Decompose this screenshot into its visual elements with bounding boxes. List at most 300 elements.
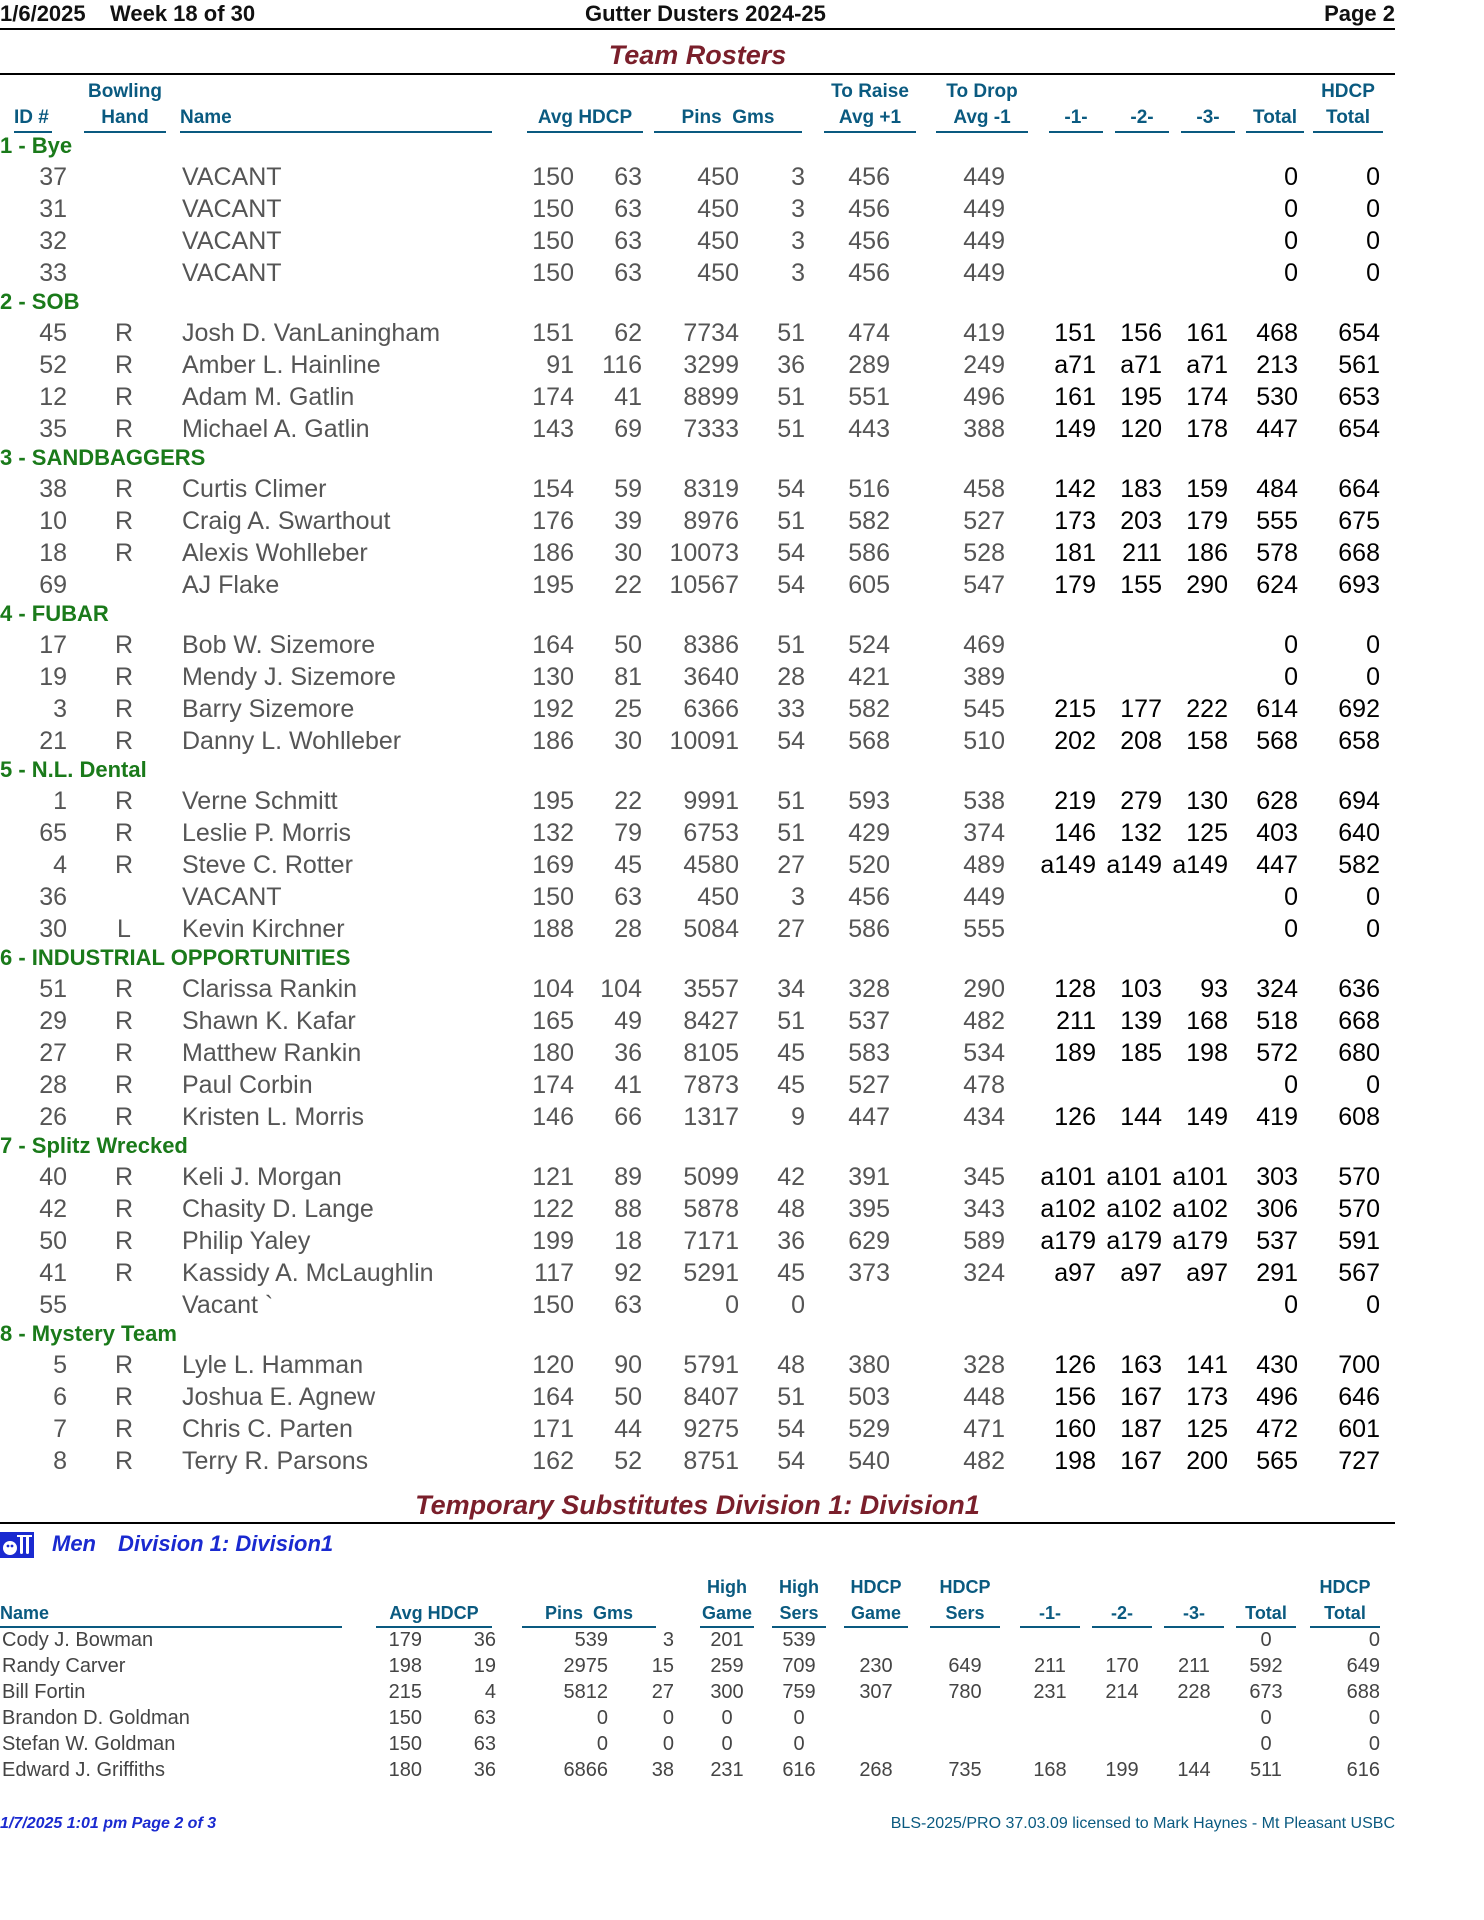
cell-id: 37 xyxy=(39,163,67,191)
cell-hand: R xyxy=(114,507,134,535)
cell-g2: 167 xyxy=(1120,1447,1162,1475)
cell-hand: R xyxy=(114,351,134,379)
cell-id: 28 xyxy=(39,1071,67,1099)
cell-gms: 48 xyxy=(777,1195,805,1223)
cell-hdcp-total: 0 xyxy=(1366,227,1380,255)
cell-id: 10 xyxy=(39,507,67,535)
cell-avg: 162 xyxy=(532,1447,574,1475)
cell-hdcp: 49 xyxy=(614,1007,642,1035)
cell-hdcp-total: 693 xyxy=(1338,571,1380,599)
cell-pins: 1317 xyxy=(683,1103,739,1131)
cell-hdcp: 30 xyxy=(614,727,642,755)
cell-avg: 91 xyxy=(546,351,574,379)
cell-pins: 8319 xyxy=(683,475,739,503)
subs-col-hdcp-game: Game xyxy=(844,1600,908,1628)
bowler-row xyxy=(0,913,1395,945)
cell-hand: R xyxy=(114,1039,134,1067)
sub-high-sers: 0 xyxy=(793,1707,805,1729)
sub-hdcp: 36 xyxy=(473,1629,496,1651)
cell-hdcp-total: 570 xyxy=(1338,1163,1380,1191)
header-league: Gutter Dusters 2024-25 xyxy=(585,1,826,26)
cell-pins: 10567 xyxy=(669,571,739,599)
cell-hdcp-total: 561 xyxy=(1338,351,1380,379)
cell-drop: 374 xyxy=(963,819,1005,847)
cell-g3: 130 xyxy=(1186,787,1228,815)
sub-g3: 144 xyxy=(1177,1759,1211,1781)
bowler-row xyxy=(0,1225,1395,1257)
cell-total: 419 xyxy=(1256,1103,1298,1131)
cell-g3: 186 xyxy=(1186,539,1228,567)
cell-avg: 143 xyxy=(532,415,574,443)
cell-g1: a71 xyxy=(1054,351,1096,379)
cell-total: 565 xyxy=(1256,1447,1298,1475)
bowler-row xyxy=(0,413,1395,445)
cell-gms: 45 xyxy=(777,1259,805,1287)
cell-hand: R xyxy=(114,1351,134,1379)
cell-drop: 496 xyxy=(963,383,1005,411)
cell-drop: 478 xyxy=(963,1071,1005,1099)
cell-avg: 164 xyxy=(532,1383,574,1411)
cell-pins: 5084 xyxy=(683,915,739,943)
cell-pins: 7333 xyxy=(683,415,739,443)
sub-hdcp-total: 616 xyxy=(1346,1759,1380,1781)
cell-hdcp: 59 xyxy=(614,475,642,503)
cell-total: 614 xyxy=(1256,695,1298,723)
cell-raise: 582 xyxy=(848,507,890,535)
cell-gms: 45 xyxy=(777,1071,805,1099)
cell-hand: R xyxy=(114,539,134,567)
cell-name: Shawn K. Kafar xyxy=(182,1007,356,1035)
header-week: Week 18 of 30 xyxy=(110,1,256,26)
cell-hdcp-total: 727 xyxy=(1338,1447,1380,1475)
cell-pins: 9991 xyxy=(683,787,739,815)
cell-raise: 527 xyxy=(848,1071,890,1099)
sub-hdcp-total: 649 xyxy=(1346,1655,1380,1677)
cell-hdcp: 81 xyxy=(614,663,642,691)
cell-gms: 51 xyxy=(777,819,805,847)
cell-pins: 0 xyxy=(725,1291,739,1319)
sub-g2: 170 xyxy=(1105,1655,1139,1677)
cell-gms: 3 xyxy=(791,883,805,911)
cell-drop: 328 xyxy=(963,1351,1005,1379)
cell-total: 447 xyxy=(1256,415,1298,443)
team-header: 8 - Mystery Team xyxy=(0,1321,177,1346)
cell-g2: 177 xyxy=(1120,695,1162,723)
cell-g1: 219 xyxy=(1054,787,1096,815)
cell-hand: R xyxy=(114,1383,134,1411)
cell-avg: 195 xyxy=(532,571,574,599)
cell-total: 0 xyxy=(1284,663,1298,691)
bowler-row xyxy=(0,1257,1395,1289)
cell-pins: 10091 xyxy=(669,727,739,755)
cell-hdcp: 89 xyxy=(614,1163,642,1191)
cell-drop: 527 xyxy=(963,507,1005,535)
cell-g2: 185 xyxy=(1120,1039,1162,1067)
cell-gms: 36 xyxy=(777,1227,805,1255)
cell-hand: R xyxy=(114,475,134,503)
cell-hand: R xyxy=(114,851,134,879)
sub-name: Bill Fortin xyxy=(2,1681,86,1703)
subs-col-total: Total xyxy=(1236,1600,1296,1628)
cell-name: Kassidy A. McLaughlin xyxy=(182,1259,434,1287)
cell-avg: 180 xyxy=(532,1039,574,1067)
cell-g3: a149 xyxy=(1172,851,1228,879)
cell-hdcp-total: 0 xyxy=(1366,1291,1380,1319)
cell-pins: 7873 xyxy=(683,1071,739,1099)
cell-raise: 524 xyxy=(848,631,890,659)
cell-avg: 186 xyxy=(532,727,574,755)
bowler-row xyxy=(0,473,1395,505)
cell-g2: 163 xyxy=(1120,1351,1162,1379)
bowler-row xyxy=(0,725,1395,757)
cell-g1: a102 xyxy=(1040,1195,1096,1223)
sub-hdcp-sers: 735 xyxy=(948,1759,982,1781)
cell-g3: a102 xyxy=(1172,1195,1228,1223)
col-drop: Avg -1 xyxy=(936,105,1028,133)
cell-raise: 289 xyxy=(848,351,890,379)
cell-id: 31 xyxy=(39,195,67,223)
cell-gms: 28 xyxy=(777,663,805,691)
cell-hdcp-total: 680 xyxy=(1338,1039,1380,1067)
cell-drop: 448 xyxy=(963,1383,1005,1411)
cell-pins: 6366 xyxy=(683,695,739,723)
cell-hdcp-total: 668 xyxy=(1338,539,1380,567)
cell-avg: 151 xyxy=(532,319,574,347)
cell-gms: 27 xyxy=(777,915,805,943)
cell-total: 403 xyxy=(1256,819,1298,847)
cell-drop: 343 xyxy=(963,1195,1005,1223)
cell-drop: 449 xyxy=(963,259,1005,287)
cell-total: 0 xyxy=(1284,163,1298,191)
col-hand-top: Bowling xyxy=(88,81,162,102)
cell-avg: 150 xyxy=(532,195,574,223)
cell-raise: 568 xyxy=(848,727,890,755)
cell-avg: 150 xyxy=(532,163,574,191)
cell-id: 40 xyxy=(39,1163,67,1191)
cell-avg: 174 xyxy=(532,383,574,411)
cell-hdcp: 36 xyxy=(614,1039,642,1067)
cell-id: 17 xyxy=(39,631,67,659)
cell-total: 213 xyxy=(1256,351,1298,379)
sub-name: Stefan W. Goldman xyxy=(2,1733,176,1755)
sub-pins: 2975 xyxy=(563,1655,608,1677)
cell-drop: 534 xyxy=(963,1039,1005,1067)
subs-col-hdcp-top: HDCP xyxy=(850,1577,902,1597)
bowler-row xyxy=(0,973,1395,1005)
cell-hdcp-total: 582 xyxy=(1338,851,1380,879)
cell-hdcp: 39 xyxy=(614,507,642,535)
subs-title: Temporary Substitutes Division 1: Division1 xyxy=(415,1490,980,1520)
rosters-title: Team Rosters xyxy=(608,40,787,70)
cell-id: 45 xyxy=(39,319,67,347)
cell-g2: 155 xyxy=(1120,571,1162,599)
col-id: ID # xyxy=(14,105,52,133)
subs-col-hdcp-top2: HDCP xyxy=(939,1577,991,1597)
cell-avg: 186 xyxy=(532,539,574,567)
cell-hdcp: 50 xyxy=(614,1383,642,1411)
bowler-row xyxy=(0,785,1395,817)
cell-pins: 8751 xyxy=(683,1447,739,1475)
sub-hdcp-game: 230 xyxy=(859,1655,893,1677)
cell-name: Matthew Rankin xyxy=(182,1039,362,1067)
cell-name: Joshua E. Agnew xyxy=(182,1383,376,1411)
cell-total: 555 xyxy=(1256,507,1298,535)
cell-g3: a97 xyxy=(1186,1259,1228,1287)
sub-high-game: 201 xyxy=(710,1629,744,1651)
cell-pins: 450 xyxy=(697,259,739,287)
cell-g1: a179 xyxy=(1040,1227,1096,1255)
sub-hdcp: 19 xyxy=(473,1655,496,1677)
cell-g2: 167 xyxy=(1120,1383,1162,1411)
cell-id: 51 xyxy=(39,975,67,1003)
cell-avg: 132 xyxy=(532,819,574,847)
cell-name: VACANT xyxy=(182,259,282,287)
cell-gms: 54 xyxy=(777,1447,805,1475)
cell-raise: 551 xyxy=(848,383,890,411)
cell-g3: 222 xyxy=(1186,695,1228,723)
cell-g2: 139 xyxy=(1120,1007,1162,1035)
cell-g1: a97 xyxy=(1054,1259,1096,1287)
cell-raise: 529 xyxy=(848,1415,890,1443)
cell-name: Barry Sizemore xyxy=(182,695,355,723)
cell-hdcp: 18 xyxy=(614,1227,642,1255)
cell-hdcp-total: 646 xyxy=(1338,1383,1380,1411)
sub-g1: 231 xyxy=(1033,1681,1067,1703)
cell-id: 38 xyxy=(39,475,67,503)
cell-gms: 54 xyxy=(777,727,805,755)
cell-name: Danny L. Wohlleber xyxy=(182,727,402,755)
cell-raise: 586 xyxy=(848,539,890,567)
cell-gms: 27 xyxy=(777,851,805,879)
cell-drop: 449 xyxy=(963,883,1005,911)
cell-hand: R xyxy=(114,1415,134,1443)
bowler-row xyxy=(0,1161,1395,1193)
cell-avg: 154 xyxy=(532,475,574,503)
cell-pins: 450 xyxy=(697,227,739,255)
cell-raise: 474 xyxy=(848,319,890,347)
bowling-icon xyxy=(0,1532,34,1558)
cell-total: 306 xyxy=(1256,1195,1298,1223)
sub-total: 0 xyxy=(1260,1707,1272,1729)
cell-name: AJ Flake xyxy=(182,571,280,599)
cell-hand: R xyxy=(114,1195,134,1223)
cell-id: 8 xyxy=(53,1447,67,1475)
cell-drop: 290 xyxy=(963,975,1005,1003)
cell-hand: R xyxy=(114,1227,134,1255)
col-g1: -1- xyxy=(1049,105,1103,133)
cell-g1: 126 xyxy=(1054,1103,1096,1131)
team-header: 3 - SANDBAGGERS xyxy=(0,445,206,470)
cell-g3: 168 xyxy=(1186,1007,1228,1035)
col-avg-label: Avg xyxy=(537,107,574,128)
cell-name: Curtis Climer xyxy=(182,475,327,503)
cell-name: Amber L. Hainline xyxy=(182,351,381,379)
cell-drop: 471 xyxy=(963,1415,1005,1443)
cell-hand: R xyxy=(114,695,134,723)
bowler-row xyxy=(0,1005,1395,1037)
substitute-row xyxy=(0,1627,1395,1653)
team-header: 7 - Splitz Wrecked xyxy=(0,1133,188,1158)
cell-g2: 132 xyxy=(1120,819,1162,847)
cell-avg: 146 xyxy=(532,1103,574,1131)
cell-id: 29 xyxy=(39,1007,67,1035)
cell-gms: 3 xyxy=(791,163,805,191)
cell-name: Keli J. Morgan xyxy=(182,1163,342,1191)
cell-drop: 555 xyxy=(963,915,1005,943)
cell-hdcp: 104 xyxy=(600,975,642,1003)
cell-g3: 179 xyxy=(1186,507,1228,535)
cell-drop: 449 xyxy=(963,195,1005,223)
cell-total: 496 xyxy=(1256,1383,1298,1411)
cell-drop: 545 xyxy=(963,695,1005,723)
cell-g2: 211 xyxy=(1122,539,1162,567)
cell-hdcp-total: 0 xyxy=(1366,883,1380,911)
cell-raise: 629 xyxy=(848,1227,890,1255)
cell-pins: 450 xyxy=(697,883,739,911)
cell-avg: 176 xyxy=(532,507,574,535)
cell-hdcp: 28 xyxy=(614,915,642,943)
sub-g2: 214 xyxy=(1105,1681,1139,1703)
cell-raise: 503 xyxy=(848,1383,890,1411)
footer-license: BLS-2025/PRO 37.03.09 licensed to Mark Haynes - Mt Pleasant USBC xyxy=(890,1815,1395,1832)
cell-pins: 7171 xyxy=(683,1227,739,1255)
subs-col-hdcp-total-top: HDCP xyxy=(1319,1577,1371,1597)
bowler-row xyxy=(0,849,1395,881)
cell-g2: 183 xyxy=(1120,475,1162,503)
cell-hdcp: 41 xyxy=(614,383,642,411)
cell-id: 19 xyxy=(39,663,67,691)
cell-raise: 328 xyxy=(848,975,890,1003)
sub-total: 0 xyxy=(1260,1733,1272,1755)
cell-id: 21 xyxy=(39,727,67,755)
cell-id: 41 xyxy=(39,1259,67,1287)
cell-hdcp-total: 0 xyxy=(1366,915,1380,943)
cell-gms: 36 xyxy=(777,351,805,379)
cell-hdcp-total: 664 xyxy=(1338,475,1380,503)
cell-hdcp-total: 0 xyxy=(1366,663,1380,691)
sub-high-sers: 616 xyxy=(782,1759,816,1781)
cell-gms: 54 xyxy=(777,571,805,599)
cell-hdcp-total: 601 xyxy=(1338,1415,1380,1443)
cell-pins: 450 xyxy=(697,163,739,191)
cell-avg: 195 xyxy=(532,787,574,815)
cell-id: 32 xyxy=(39,227,67,255)
cell-avg: 150 xyxy=(532,259,574,287)
cell-g3: a71 xyxy=(1186,351,1228,379)
sub-name: Cody J. Bowman xyxy=(2,1629,154,1651)
sub-name: Edward J. Griffiths xyxy=(2,1759,166,1781)
bowler-row xyxy=(0,1289,1395,1321)
cell-hdcp: 90 xyxy=(614,1351,642,1379)
cell-hdcp: 79 xyxy=(614,819,642,847)
cell-raise: 447 xyxy=(848,1103,890,1131)
cell-total: 303 xyxy=(1256,1163,1298,1191)
cell-drop: 345 xyxy=(963,1163,1005,1191)
cell-hdcp-total: 591 xyxy=(1338,1227,1380,1255)
cell-hdcp-total: 700 xyxy=(1338,1351,1380,1379)
sub-hdcp: 63 xyxy=(473,1707,496,1729)
cell-pins: 3299 xyxy=(683,351,739,379)
cell-g1: 181 xyxy=(1054,539,1096,567)
cell-pins: 10073 xyxy=(669,539,739,567)
cell-gms: 54 xyxy=(777,1415,805,1443)
cell-g2: 187 xyxy=(1120,1415,1162,1443)
cell-hdcp: 41 xyxy=(614,1071,642,1099)
cell-drop: 389 xyxy=(963,663,1005,691)
sub-hdcp-game: 268 xyxy=(859,1759,893,1781)
cell-drop: 489 xyxy=(963,851,1005,879)
cell-name: Chris C. Parten xyxy=(182,1415,353,1443)
cell-pins: 450 xyxy=(697,195,739,223)
cell-gms: 54 xyxy=(777,539,805,567)
cell-g3: 178 xyxy=(1186,415,1228,443)
cell-id: 6 xyxy=(53,1383,67,1411)
sub-avg: 150 xyxy=(388,1707,422,1729)
subs-col-hdcp-sers: Sers xyxy=(930,1600,1000,1628)
sub-hdcp-total: 0 xyxy=(1368,1707,1380,1729)
sub-pins: 0 xyxy=(596,1707,608,1729)
substitute-row xyxy=(0,1757,1395,1783)
cell-hdcp-total: 0 xyxy=(1366,259,1380,287)
sub-hdcp: 63 xyxy=(473,1733,496,1755)
cell-gms: 51 xyxy=(777,1007,805,1035)
cell-hdcp: 63 xyxy=(614,883,642,911)
cell-name: VACANT xyxy=(182,227,282,255)
cell-hdcp-total: 653 xyxy=(1338,383,1380,411)
cell-hdcp: 63 xyxy=(614,163,642,191)
subs-col-high-game: Game xyxy=(700,1600,754,1628)
cell-drop: 538 xyxy=(963,787,1005,815)
cell-name: Terry R. Parsons xyxy=(182,1447,369,1475)
cell-gms: 3 xyxy=(791,227,805,255)
cell-hdcp: 62 xyxy=(614,319,642,347)
cell-gms: 51 xyxy=(777,631,805,659)
cell-drop: 449 xyxy=(963,227,1005,255)
header-date: 1/6/2025 xyxy=(0,1,86,26)
sub-high-game: 0 xyxy=(721,1733,733,1755)
cell-g1: 156 xyxy=(1054,1383,1096,1411)
cell-pins: 8427 xyxy=(683,1007,739,1035)
cell-g2: 203 xyxy=(1120,507,1162,535)
cell-g2: a101 xyxy=(1106,1163,1162,1191)
cell-g2: 120 xyxy=(1120,415,1162,443)
sub-g3: 228 xyxy=(1177,1681,1211,1703)
cell-hdcp: 52 xyxy=(614,1447,642,1475)
cell-hdcp: 66 xyxy=(614,1103,642,1131)
cell-g3: a101 xyxy=(1172,1163,1228,1191)
cell-g1: 179 xyxy=(1054,571,1096,599)
cell-name: VACANT xyxy=(182,883,282,911)
substitute-row xyxy=(0,1731,1395,1757)
sub-hdcp-total: 0 xyxy=(1368,1629,1380,1651)
cell-g3: 174 xyxy=(1186,383,1228,411)
col-name: Name xyxy=(180,105,492,133)
sub-high-sers: 539 xyxy=(782,1629,816,1651)
col-raise: Avg +1 xyxy=(824,105,916,133)
cell-drop: 419 xyxy=(963,319,1005,347)
cell-hdcp-total: 0 xyxy=(1366,195,1380,223)
cell-hand: R xyxy=(114,1163,134,1191)
subs-group-label: Men xyxy=(52,1531,96,1556)
sub-total: 592 xyxy=(1249,1655,1283,1677)
cell-total: 624 xyxy=(1256,571,1298,599)
sub-high-game: 0 xyxy=(721,1707,733,1729)
cell-avg: 171 xyxy=(532,1415,574,1443)
cell-pins: 7734 xyxy=(683,319,739,347)
cell-raise: 583 xyxy=(848,1039,890,1067)
col-hand: Hand xyxy=(84,105,166,133)
cell-g3: 173 xyxy=(1186,1383,1228,1411)
